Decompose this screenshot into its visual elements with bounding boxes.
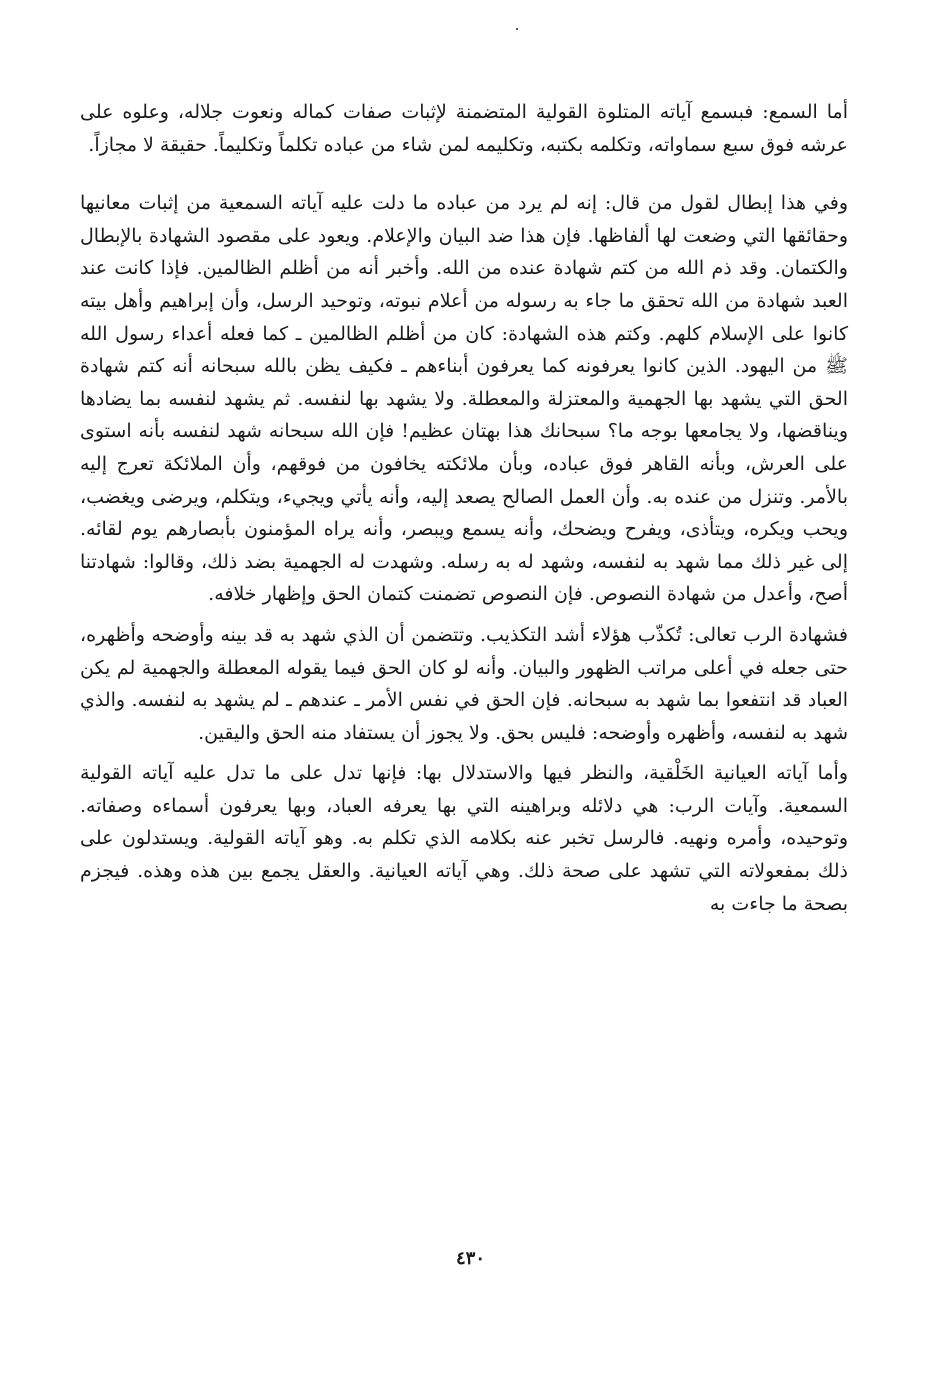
paragraph-4: وأما آياته العيانية الخَلْقية، والنظر فيها والاستدلال بها: فإنها تدل على ما تدل عليه آياته القولية السمعية. وآيات الرب: هي دلائله وبراهينه التي بها يعرفه العباد، وبها يعرفون أسماءه وصفاته. وتوحيده، وأمره ونهيه. فالرسل تخبر عنه بكلامه الذي تكلم به. وهو آياته القولية. ويستدلون على ذلك بمفعولاته التي تشهد على صحة ذلك. وهي آياته العيانية. والعقل يجمع بين هذه وهذه. فيجزم بصحة ما جاءت به: [80, 762, 848, 915]
paragraph-1: أما السمع: فبسمع آياته المتلوة القولية المتضمنة لإثبات صفات كماله ونعوت جلاله، وعلوه على عرشه فوق سبع سماواته، وتكلمه بكتبه، وتكليمه لمن شاء من عباده تكلماً وتكليماً. حقيقة لا مجازاً.: [80, 101, 848, 156]
paragraph-2: وفي هذا إبطال لقول من قال: إنه لم يرد من عباده ما دلت عليه آياته السمعية من إثبات معانيها وحقائقها التي وضعت لها ألفاظها. فإن هذا ضد البيان والإعلام. ويعود على مقصود الشهادة بالإبطال والكتمان. وقد ذم الله من كتم شهادة عنده من الله. وأخبر أنه من أظلم الظالمين. فإذا كانت عند العبد شهادة من الله تحقق ما جاء به رسوله من أعلام نبوته، وتوحيد الرسل، وأن إبراهيم وأهل بيته كانوا على الإسلام كلهم. وكتم هذه الشهادة: كان من أظلم الظالمين ـ كما فعله أعداء رسول الله ﷺ من اليهود. الذين كانوا يعرفونه كما يعرفون أبناءهم ـ فكيف يظن بالله سبحانه أنه كتم شهادة الحق التي يشهد بها الجهمية والمعتزلة والمعطلة. ولا يشهد بها لنفسه. ثم يشهد لنفسه بما يضادها ويناقضها، ولا يجامعها بوجه ما؟ سبحانك هذا بهتان عظيم! فإن الله سبحانه شهد لنفسه بأنه استوى على العرش، وبأنه القاهر فوق عباده، وبأن ملائكته يخافون من فوقهم، وأن الملائكة تعرج إليه بالأمر. وتنزل من عنده به. وأن العمل الصالح يصعد إليه، وأنه يأتي ويجيء، ويتكلم، ويرضى ويغضب، ويحب ويكره، ويتأذى، ويفرح ويضحك، وأنه يسمع ويبصر، وأنه يراه المؤمنون بأبصارهم يوم لقائه. إلى غير ذلك مما شهد به لنفسه، وشهد له به رسله. وشهدت له الجهمية بضد ذلك، وقالوا: شهادتنا أصح، وأعدل من شهادة النصوص. فإن النصوص تضمنت كتمان الحق وإظهار خلافه.: [80, 192, 848, 606]
page-number: ٤٣٠: [455, 1248, 485, 1269]
scan-mark: [516, 28, 518, 30]
body-text: [80, 96, 848, 920]
paragraph-3: فشهادة الرب تعالى: تُكذّب هؤلاء أشد التكذيب. وتتضمن أن الذي شهد به قد بينه وأوضحه وأظهره، حتى جعله في أعلى مراتب الظهور والبيان. وأنه لو كان الحق فيما يقوله المعطلة والجهمية لم يكن العباد قد انتفعوا بما شهد به سبحانه. فإن الحق في نفس الأمر ـ عندهم ـ لم يشهد به لنفسه. والذي شهد به لنفسه، وأظهره وأوضحه: فليس بحق. ولا يجوز أن يستفاد منه الحق واليقين.: [80, 623, 848, 744]
